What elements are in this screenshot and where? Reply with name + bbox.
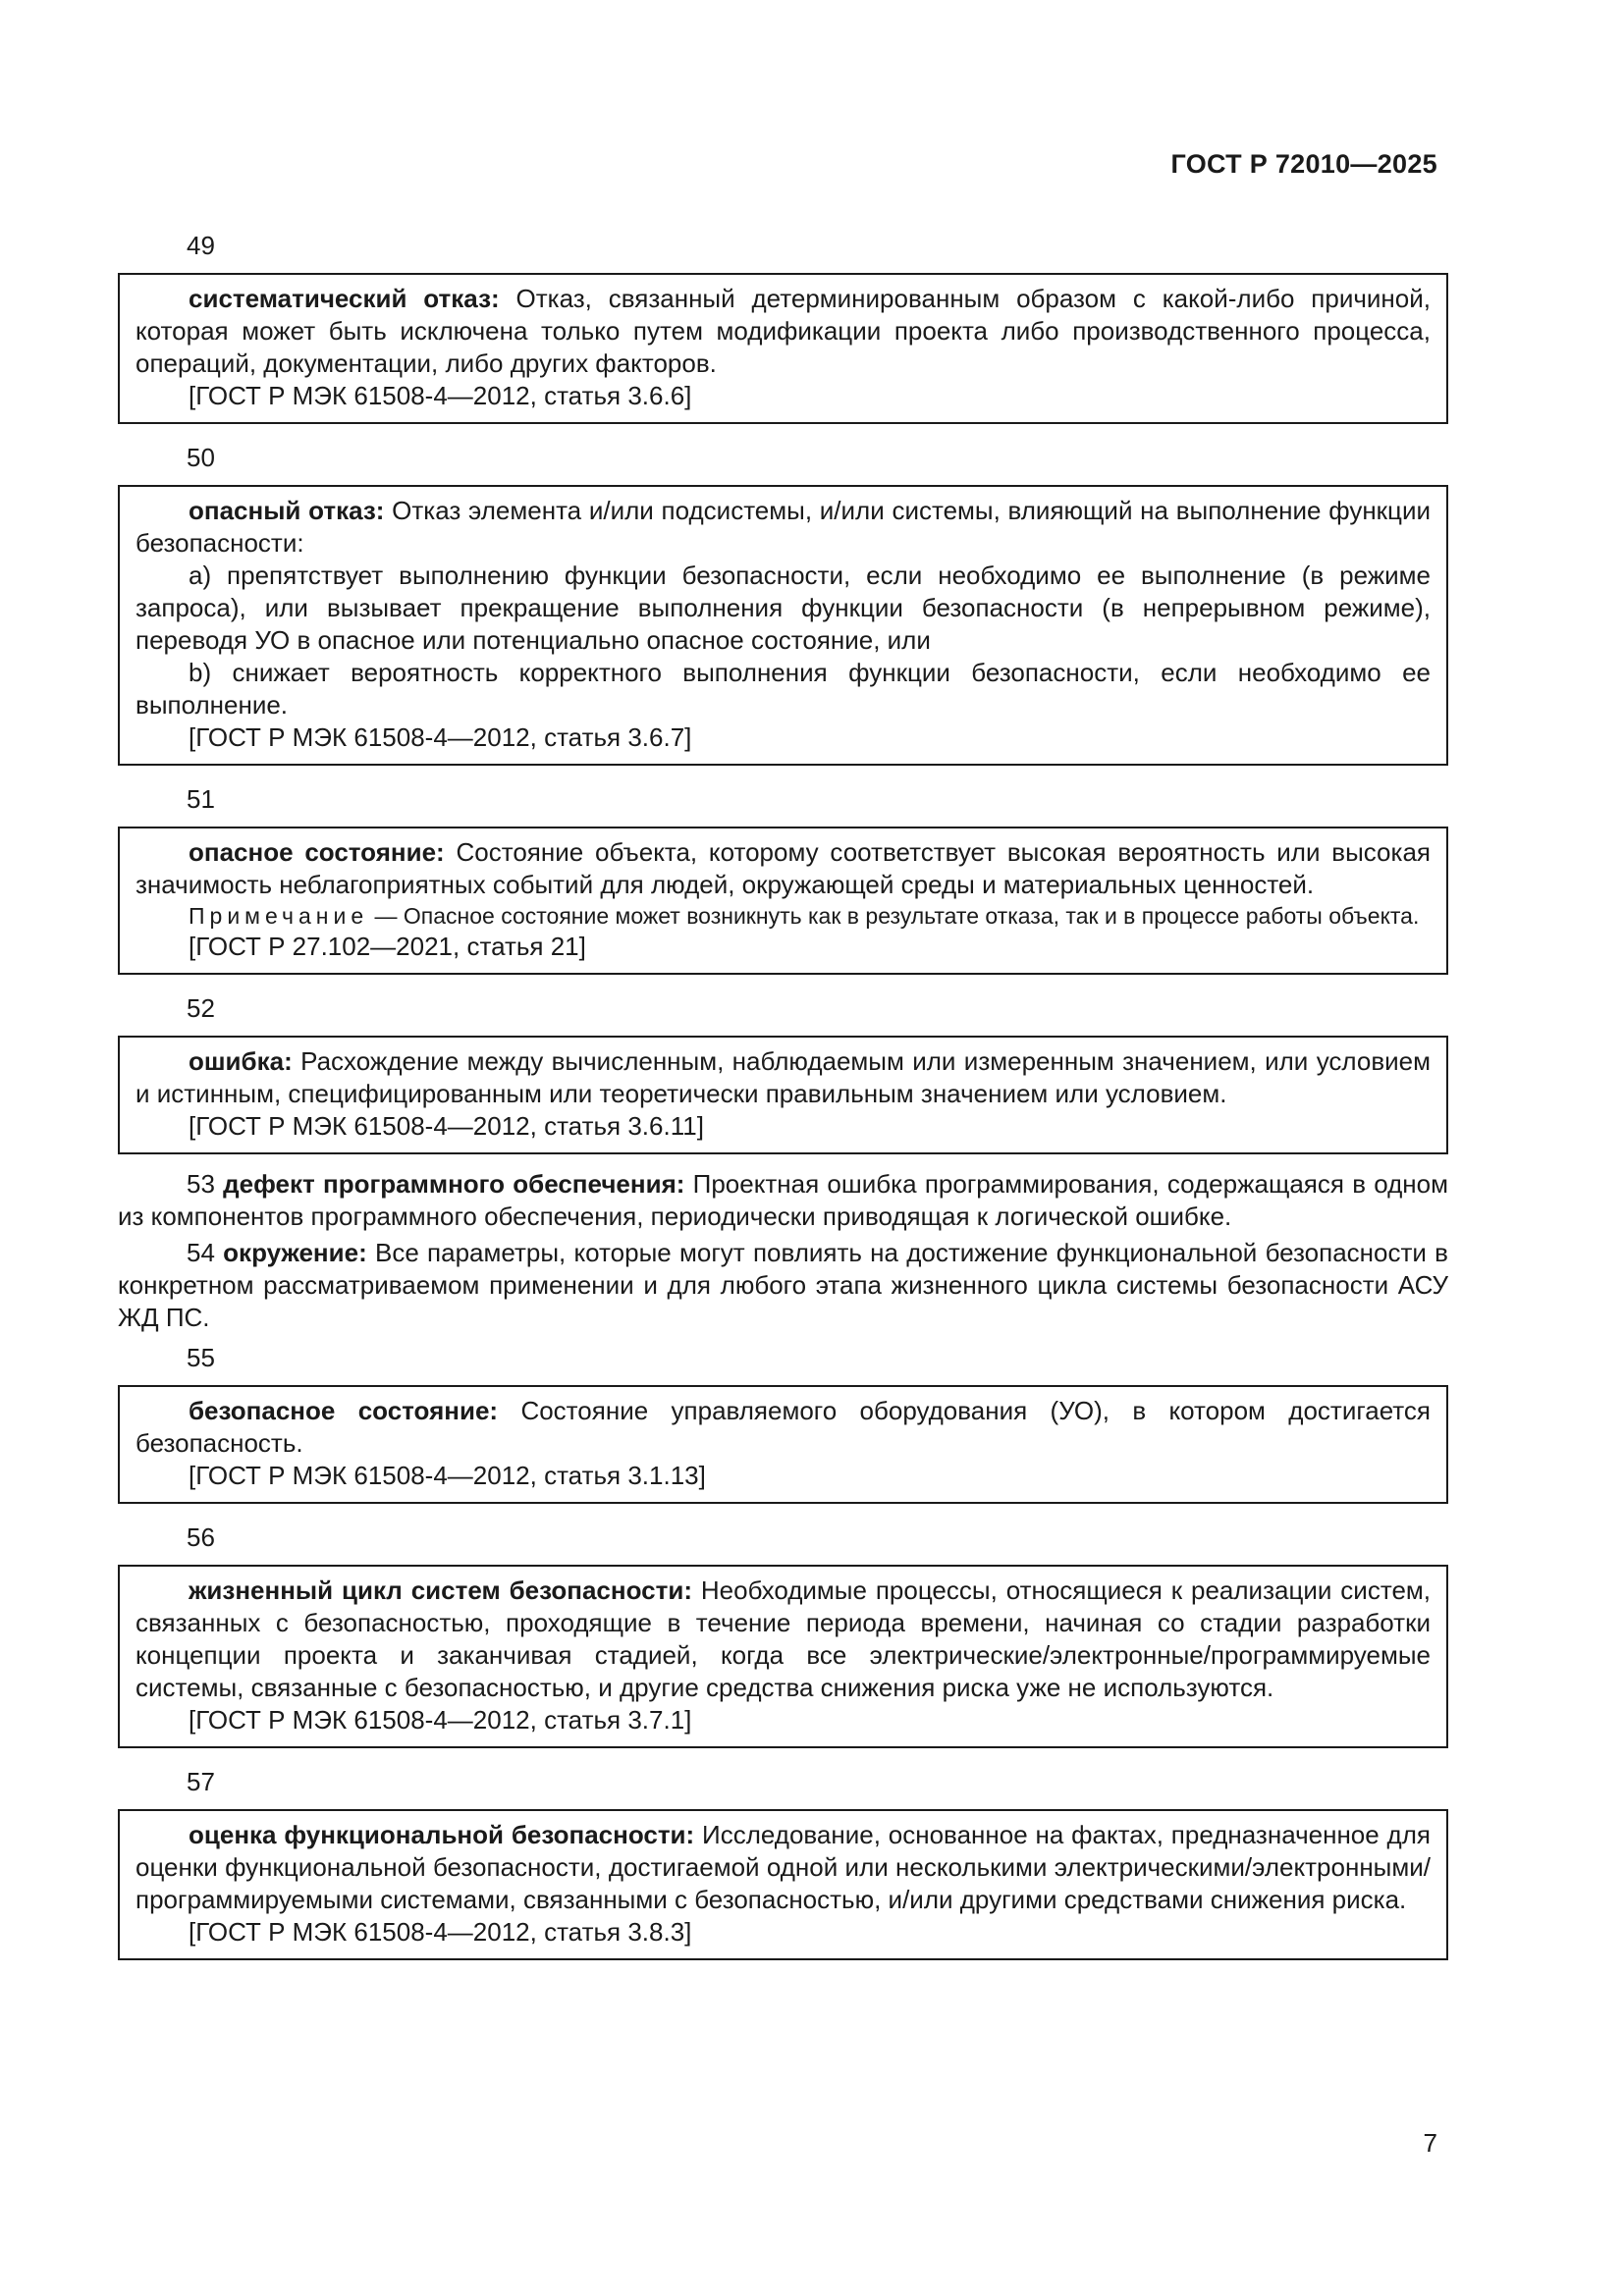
list-item-b: b) снижает вероятность корректного выполнения функции безопасности, если необходимо ее выполнение. [135, 658, 1431, 720]
note-label: Примечание [189, 903, 369, 929]
term-definition: Исследование, основанное на фактах, предназначенное для оценки функциональной безопасности, достигаемой одной или несколькими электрическими/электронными/программируемыми системами, связанными с безопасностью, и/или другими средствами снижения риска. [135, 1820, 1431, 1914]
term-reference: [ГОСТ Р МЭК 61508-4—2012, статья 3.6.11] [189, 1111, 704, 1141]
term-reference: [ГОСТ Р МЭК 61508-4—2012, статья 3.6.6] [189, 381, 692, 410]
term-number: 49 [187, 231, 215, 260]
term-definition: Состояние управляемого оборудования (УО), в котором достигается безопасность. [135, 1396, 1432, 1458]
term-name: ошибка: [189, 1046, 293, 1076]
list-item-a: a) препятствует выполнению функции безопасности, если необходимо ее выполнение (в режиме запроса), или вызывает прекращение выполнения функции безопасности (в непрерывном режиме), переводя УО в опасное или потенциально опасное состояние, или [135, 561, 1431, 655]
term-box [118, 827, 1448, 975]
term-name: безопасное состояние: [189, 1396, 499, 1425]
term-box [118, 1565, 1448, 1748]
term-box [118, 485, 1448, 766]
term-reference: [ГОСТ Р МЭК 61508-4—2012, статья 3.7.1] [189, 1705, 692, 1735]
term-reference: [ГОСТ Р МЭК 61508-4—2012, статья 3.1.13] [189, 1461, 706, 1490]
document-body [118, 226, 1448, 1974]
term-number: 52 [187, 993, 215, 1023]
term-reference: [ГОСТ Р МЭК 61508-4—2012, статья 3.6.7] [189, 722, 692, 752]
term-definition: Отказ, связанный детерминированным образом с какой-либо причиной, которая может быть исключена только путем модификации проекта либо производственного процесса, операций, документации, либо других факторов. [135, 284, 1431, 378]
term-box [118, 273, 1448, 424]
term-box [118, 1385, 1448, 1504]
term-name: жизненный цикл систем безопасности: [189, 1575, 692, 1605]
term-definition: Проектная ошибка программирования, содержащаяся в одном из компонентов программного обеспечения, периодически приводящая к логической ошибке. [118, 1169, 1448, 1231]
note-text: — Опасное состояние может возникнуть как в результате отказа, так и в процессе работы объекта. [368, 903, 1420, 929]
term-number: 57 [187, 1767, 215, 1796]
term-box [118, 1809, 1448, 1960]
term-definition: Необходимые процессы, относящиеся к реализации систем, связанных с безопасностью, проходящие в течение периода времени, начиная со стадии разработки концепции проекта и заканчивая стадией, когда все электрические/электронные/программируемые системы, связанные с безопасностью, и другие средства снижения риска уже не используются. [135, 1575, 1431, 1702]
term-box [118, 1036, 1448, 1154]
term-reference: [ГОСТ Р 27.102—2021, статья 21] [189, 932, 586, 961]
term-definition: Состояние объекта, которому соответствует высокая вероятность или высокая значимость неблагоприятных событий для людей, окружающей среды и материальных ценностей. [135, 837, 1432, 899]
term-reference: [ГОСТ Р МЭК 61508-4—2012, статья 3.8.3] [189, 1917, 692, 1947]
term-name: систематический отказ: [189, 284, 500, 313]
term-definition: Расхождение между вычисленным, наблюдаемым или измеренным значением, или условием и истинным, специфицированным или теоретически правильным значением или условием. [135, 1046, 1431, 1108]
page-number: 7 [1423, 2128, 1437, 2158]
term-number: 56 [187, 1522, 215, 1552]
term-definition: Отказ элемента и/или подсистемы, и/или системы, влияющий на выполнение функции безопасности: [135, 496, 1431, 558]
term-name: оценка функциональной безопасности: [189, 1820, 695, 1849]
term-name: окружение: [223, 1238, 367, 1267]
term-number-inline: 54 [187, 1238, 215, 1267]
term-name: опасный отказ: [189, 496, 385, 525]
term-name: дефект программного обеспечения: [223, 1169, 685, 1199]
note [135, 901, 1431, 931]
term-number-inline: 53 [187, 1169, 215, 1199]
term-name: опасное состояние: [189, 837, 445, 867]
term-plain [118, 1237, 1448, 1334]
document-header: ГОСТ Р 72010—2025 [1170, 149, 1437, 179]
term-number: 51 [187, 784, 215, 814]
term-number: 55 [187, 1343, 215, 1372]
term-definition: Все параметры, которые могут повлиять на достижение функциональной безопасности в конкретном рассматриваемом применении и для любого этапа жизненного цикла системы безопасности АСУ ЖД ПС. [118, 1238, 1448, 1332]
term-plain [118, 1168, 1448, 1233]
term-number: 50 [187, 443, 215, 472]
